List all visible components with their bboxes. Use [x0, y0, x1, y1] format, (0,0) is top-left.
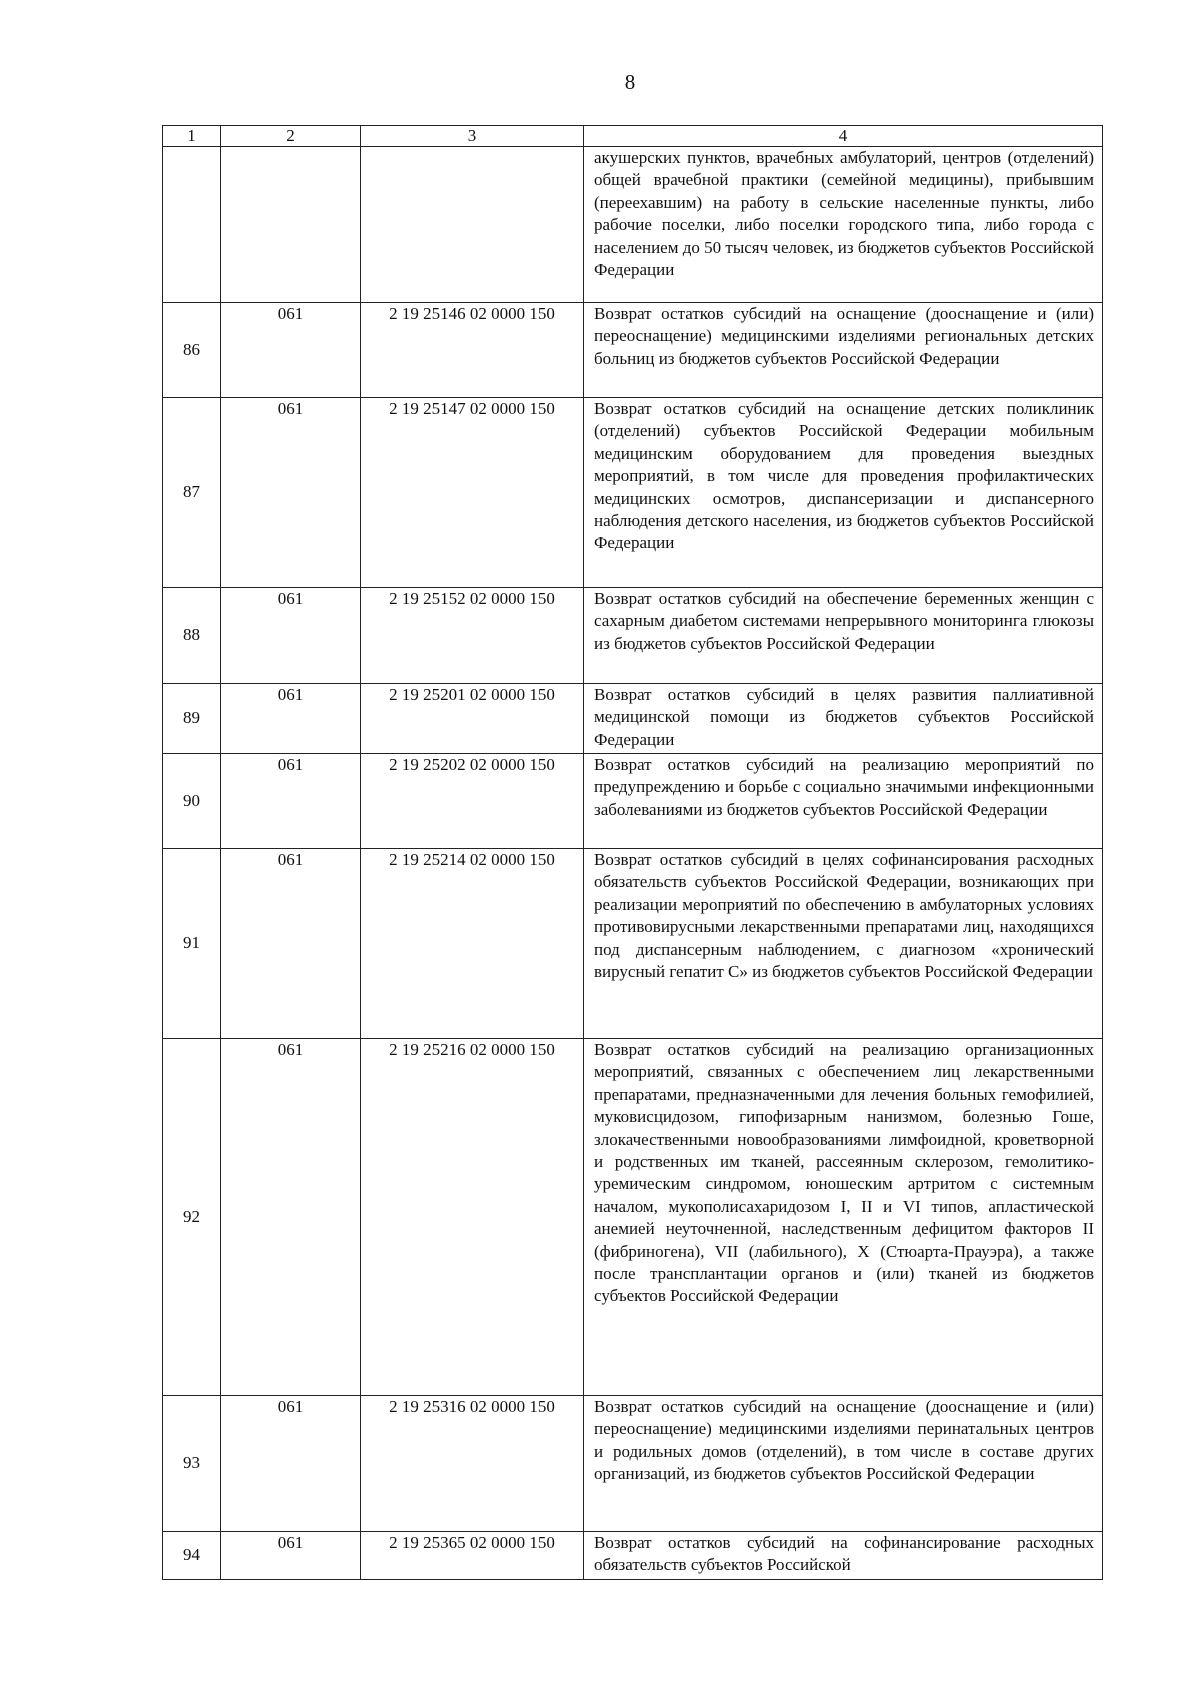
row-number: 94 — [163, 1532, 221, 1580]
income-description: Возврат остатков субсидий в целях софинансирования расходных обязательств субъектов Российской Федерации, возникающих при реализации мероприятий по обеспечению в амбулаторных условиях противовирусными лекарственными препаратами лиц, находящихся под диспансерным наблюдением, с диагнозом «хронический вирусный гепатит С» из бюджетов субъектов Российской Федерации — [584, 849, 1103, 1039]
income-description: Возврат остатков субсидий на оснащение детских поликлиник (отделений) субъектов Российской Федерации мобильным медицинским оборудованием для проведения выездных мероприятий, в том числе для проведения профилактических медицинских осмотров, диспансеризации и диспансерного наблюдения детского населения, из бюджетов субъектов Российской Федерации — [584, 398, 1103, 588]
table-row — [163, 849, 1103, 1039]
income-description: Возврат остатков субсидий на реализацию организационных мероприятий, связанных с обеспечением лиц лекарственными препаратами, предназначенными для лечения больных гемофилией, муковисцидозом, гипофизарным нанизмом, болезнью Гоше, злокачественными новообразованиями лимфоидной, кроветворной и родственных им тканей, рассеянным склерозом, гемолитико-уремическим синдромом, юношеским артритом с системным началом, мукополисахаридозом I, II и VI типов, апластической анемией неуточненной, наследственным дефицитом факторов II (фибриногена), VII (лабильного), X (Стюарта-Прауэра), а также после трансплантации органов и (или) тканей из бюджетов субъектов Российской Федерации — [584, 1039, 1103, 1396]
income-description: Возврат остатков субсидий на обеспечение беременных женщин с сахарным диабетом системами непрерывного мониторинга глюкозы из бюджетов субъектов Российской Федерации — [584, 588, 1103, 684]
admin-code: 061 — [221, 398, 361, 588]
admin-code: 061 — [221, 684, 361, 754]
income-description: акушерских пунктов, врачебных амбулаторий, центров (отделений) общей врачебной практики (семейной медицины), прибывшим (переехавшим) на работу в сельские населенные пункты, либо рабочие поселки, либо поселки городского типа, либо города с населением до 50 тысяч человек, из бюджетов субъектов Российской Федерации — [584, 147, 1103, 303]
table-row — [163, 1039, 1103, 1396]
table-row — [163, 147, 1103, 303]
table-row — [163, 588, 1103, 684]
column-header-4: 4 — [584, 126, 1103, 147]
income-description: Возврат остатков субсидий в целях развития паллиативной медицинской помощи из бюджетов субъектов Российской Федерации — [584, 684, 1103, 754]
table-row — [163, 754, 1103, 849]
row-number: 89 — [163, 684, 221, 754]
budget-class-code: 2 19 25146 02 0000 150 — [361, 303, 584, 398]
table-header-row — [163, 126, 1103, 147]
admin-code: 061 — [221, 588, 361, 684]
row-number — [163, 147, 221, 303]
admin-code: 061 — [221, 1396, 361, 1532]
budget-class-code: 2 19 25201 02 0000 150 — [361, 684, 584, 754]
row-number: 92 — [163, 1039, 221, 1396]
budget-class-code: 2 19 25216 02 0000 150 — [361, 1039, 584, 1396]
table-row — [163, 684, 1103, 754]
column-header-3: 3 — [361, 126, 584, 147]
income-description: Возврат остатков субсидий на оснащение (дооснащение и (или) переоснащение) медицинскими изделиями региональных детских больниц из бюджетов субъектов Российской Федерации — [584, 303, 1103, 398]
budget-class-code: 2 19 25316 02 0000 150 — [361, 1396, 584, 1532]
table-row — [163, 1532, 1103, 1580]
row-number: 86 — [163, 303, 221, 398]
income-description: Возврат остатков субсидий на софинансирование расходных обязательств субъектов Российской — [584, 1532, 1103, 1580]
budget-class-code: 2 19 25152 02 0000 150 — [361, 588, 584, 684]
row-number: 91 — [163, 849, 221, 1039]
row-number: 88 — [163, 588, 221, 684]
table-row — [163, 398, 1103, 588]
budget-class-code: 2 19 25202 02 0000 150 — [361, 754, 584, 849]
table-row — [163, 1396, 1103, 1532]
budget-class-code: 2 19 25214 02 0000 150 — [361, 849, 584, 1039]
budget-class-code: 2 19 25365 02 0000 150 — [361, 1532, 584, 1580]
budget-class-code: 2 19 25147 02 0000 150 — [361, 398, 584, 588]
admin-code: 061 — [221, 754, 361, 849]
admin-code: 061 — [221, 1532, 361, 1580]
column-header-2: 2 — [221, 126, 361, 147]
page-number: 8 — [624, 70, 636, 94]
admin-code — [221, 147, 361, 303]
table-row — [163, 303, 1103, 398]
row-number: 87 — [163, 398, 221, 588]
column-header-1: 1 — [163, 126, 221, 147]
admin-code: 061 — [221, 1039, 361, 1396]
income-description: Возврат остатков субсидий на реализацию мероприятий по предупреждению и борьбе с социально значимыми инфекционными заболеваниями из бюджетов субъектов Российской Федерации — [584, 754, 1103, 849]
admin-code: 061 — [221, 849, 361, 1039]
budget-codes-table — [162, 125, 1103, 1580]
row-number: 90 — [163, 754, 221, 849]
row-number: 93 — [163, 1396, 221, 1532]
income-description: Возврат остатков субсидий на оснащение (дооснащение и (или) переоснащение) медицинскими изделиями перинатальных центров и родильных домов (отделений), в том числе в составе других организаций, из бюджетов субъектов Российской Федерации — [584, 1396, 1103, 1532]
budget-class-code — [361, 147, 584, 303]
admin-code: 061 — [221, 303, 361, 398]
